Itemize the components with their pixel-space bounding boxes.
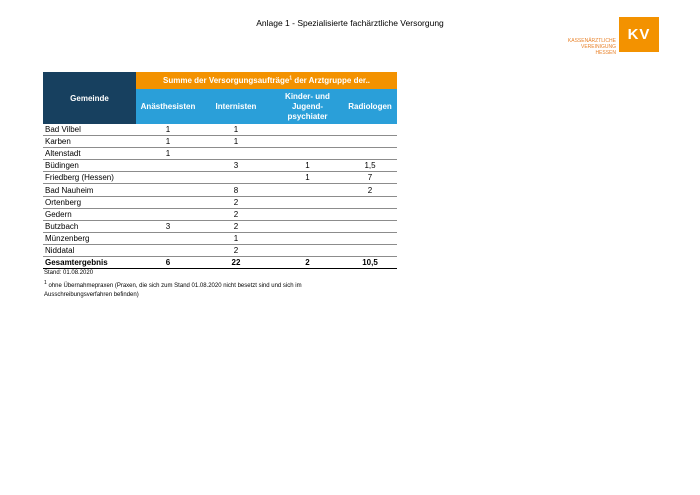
value-cell: 3 xyxy=(200,160,272,172)
gemeinde-name: Münzenberg xyxy=(43,232,136,244)
header-group xyxy=(136,72,397,89)
table-row xyxy=(43,184,397,196)
value-cell xyxy=(136,244,200,256)
gemeinde-name: Niddatal xyxy=(43,244,136,256)
value-cell xyxy=(272,208,343,220)
kv-logo xyxy=(619,17,659,52)
value-cell xyxy=(343,136,397,148)
stand-date: Stand: 01.08.2020 xyxy=(44,270,94,276)
value-cell: 2 xyxy=(200,220,272,232)
value-cell xyxy=(343,124,397,136)
value-cell xyxy=(272,196,343,208)
header-group-suffix: der Arztgruppe der.. xyxy=(292,76,371,85)
gemeinde-name: Bad Vilbel xyxy=(43,124,136,136)
value-cell: 3 xyxy=(136,220,200,232)
value-cell xyxy=(136,196,200,208)
value-cell xyxy=(136,184,200,196)
footnote-ref: 1 xyxy=(289,75,293,82)
header-internisten: Internisten xyxy=(200,89,272,124)
versorgung-table xyxy=(43,72,397,269)
header-radiologen: Radiologen xyxy=(343,89,397,124)
value-cell xyxy=(136,208,200,220)
value-cell: 1,5 xyxy=(343,160,397,172)
table-row xyxy=(43,244,397,256)
value-cell xyxy=(343,148,397,160)
header-anaesthesisten: Anästhesisten xyxy=(136,89,200,124)
value-cell: 1 xyxy=(200,232,272,244)
footnote-text: ohne Übernahmepraxen (Praxen, die sich zum Stand 01.08.2020 nicht besetzt sind und sich im Ausschreibungsverfahren befinden) xyxy=(44,283,302,298)
value-cell: 1 xyxy=(136,148,200,160)
footnote-mark: 1 xyxy=(44,280,47,286)
table-row xyxy=(43,160,397,172)
value-cell xyxy=(136,232,200,244)
value-cell: 1 xyxy=(272,160,343,172)
header-gemeinde: Gemeinde xyxy=(43,72,136,124)
header-group-text: Summe der Versorgungsaufträge xyxy=(163,76,290,85)
table-row xyxy=(43,148,397,160)
value-cell: 2 xyxy=(200,244,272,256)
value-cell: 2 xyxy=(200,208,272,220)
value-cell xyxy=(272,220,343,232)
logo-mark: KV xyxy=(627,26,651,43)
value-cell: 6 xyxy=(136,257,200,269)
value-cell: 2 xyxy=(343,184,397,196)
value-cell: 2 xyxy=(272,257,343,269)
logo-line: HESSEN xyxy=(595,50,616,56)
footnote xyxy=(44,282,364,299)
value-cell xyxy=(343,208,397,220)
page-title: Anlage 1 - Spezialisierte fachärztliche Versorgung xyxy=(256,18,444,28)
total-row xyxy=(43,257,397,269)
gemeinde-name: Gedern xyxy=(43,208,136,220)
gemeinde-name: Büdingen xyxy=(43,160,136,172)
value-cell: 1 xyxy=(136,136,200,148)
logo-text xyxy=(540,38,616,56)
gemeinde-name: Friedberg (Hessen) xyxy=(43,172,136,184)
table-row xyxy=(43,136,397,148)
value-cell xyxy=(272,244,343,256)
logo-line: KASSENÄRZTLICHE xyxy=(567,38,616,44)
table-row xyxy=(43,232,397,244)
value-cell xyxy=(136,160,200,172)
value-cell: 1 xyxy=(272,172,343,184)
gemeinde-name: Bad Nauheim xyxy=(43,184,136,196)
logo-line: VEREINIGUNG xyxy=(580,44,616,50)
value-cell xyxy=(343,244,397,256)
value-cell xyxy=(136,172,200,184)
value-cell: 2 xyxy=(200,196,272,208)
value-cell: 7 xyxy=(343,172,397,184)
value-cell: 1 xyxy=(200,124,272,136)
value-cell: 1 xyxy=(200,136,272,148)
value-cell xyxy=(272,148,343,160)
value-cell xyxy=(272,232,343,244)
value-cell xyxy=(272,184,343,196)
value-cell xyxy=(343,220,397,232)
table-row xyxy=(43,172,397,184)
value-cell: 1 xyxy=(136,124,200,136)
gemeinde-name: Gesamtergebnis xyxy=(43,257,136,269)
value-cell: 22 xyxy=(200,257,272,269)
table-row xyxy=(43,220,397,232)
value-cell: 10,5 xyxy=(343,257,397,269)
gemeinde-name: Butzbach xyxy=(43,220,136,232)
table-row xyxy=(43,196,397,208)
value-cell xyxy=(200,172,272,184)
value-cell xyxy=(343,196,397,208)
header-kinder-jugendpsychiater: Kinder- und Jugend- psychiater xyxy=(272,89,343,124)
value-cell xyxy=(343,232,397,244)
gemeinde-name: Karben xyxy=(43,136,136,148)
table-row xyxy=(43,208,397,220)
gemeinde-name: Altenstadt xyxy=(43,148,136,160)
value-cell xyxy=(200,148,272,160)
value-cell xyxy=(272,124,343,136)
value-cell: 8 xyxy=(200,184,272,196)
table-row xyxy=(43,124,397,136)
gemeinde-name: Ortenberg xyxy=(43,196,136,208)
value-cell xyxy=(272,136,343,148)
